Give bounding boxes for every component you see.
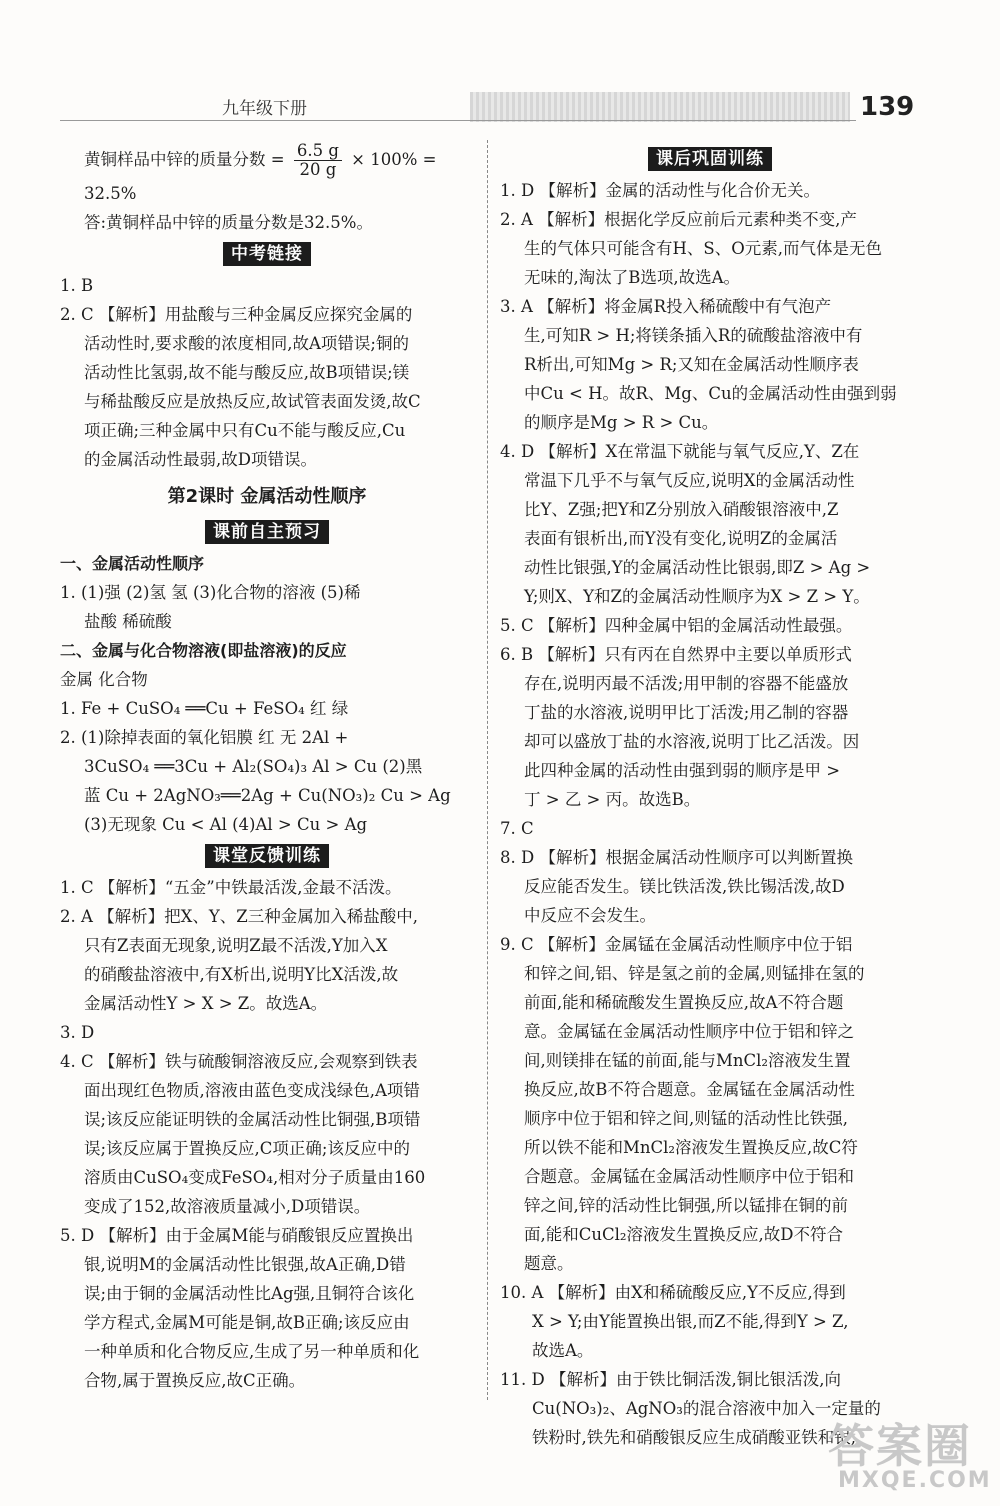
kh-line: 题意。 — [524, 1254, 574, 1273]
kh-line: 丁 > 乙 > 丙。故选B。 — [524, 790, 701, 809]
kh-line: 前面,能和稀硫酸发生置换反应,故A不符合题 — [524, 993, 844, 1012]
watermark-url: MXQE.COM — [838, 1468, 992, 1493]
banner-after-class: 课后巩固训练 — [648, 147, 772, 171]
kt-line: 误;该反应能证明铁的金属活动性比铜强,B项错 — [84, 1110, 421, 1129]
preview-line: 3CuSO₄ ══3Cu + Al₂(SO₄)₃ Al > Cu (2)黑 — [84, 757, 423, 776]
kt-line: 金属活动性Y > X > Z。故选A。 — [84, 994, 328, 1013]
banner-zhongkao: 中考链接 — [223, 242, 311, 266]
kh-line: 丁盐的水溶液,说明甲比丁活泼;用乙制的容器 — [524, 703, 849, 722]
kh-line: 9. C 【解析】金属锰在金属活动性顺序中位于铝 — [500, 935, 853, 954]
kh-line: 8. D 【解析】根据金属活动性顺序可以判断置换 — [500, 848, 853, 867]
calc-prefix: 黄铜样品中锌的质量分数 = — [84, 150, 285, 169]
zk-line: 的金属活动性最弱,故D项错误。 — [84, 450, 317, 469]
kt-line: 误;该反应属于置换反应,C项正确;该反应中的 — [84, 1139, 410, 1158]
kh-line: 比Y、Z强;把Y和Z分别放入硝酸银溶液中,Z — [524, 500, 839, 519]
column-divider — [487, 140, 488, 1400]
section-title: 一、金属活动性顺序 — [60, 554, 205, 573]
kh-line: 和锌之间,铝、锌是氢之前的金属,则锰排在氢的 — [524, 964, 865, 983]
banner-preview: 课前自主预习 — [205, 520, 329, 544]
kh-line: 合题意。金属锰在金属活动性顺序中位于铝和 — [524, 1167, 854, 1186]
answer-line: 答:黄铜样品中锌的质量分数是32.5%。 — [84, 213, 373, 232]
kh-line: 换反应,故B不符合题意。金属锰在金属活动性 — [524, 1080, 855, 1099]
kh-line: 中Cu < H。故R、Mg、Cu的金属活动性由强到弱 — [524, 384, 897, 403]
kt-line: 1. C 【解析】“五金”中铁最活泼,金最不活泼。 — [60, 878, 402, 897]
kt-line: 银,说明M的金属活动性比银强,故A正确,D错 — [84, 1255, 406, 1274]
kh-line: Cu(NO₃)₂、AgNO₃的混合溶液中加入一定量的 — [532, 1399, 881, 1418]
kh-line: 动性比银强,Y的金属活动性比银弱,即Z > Ag > — [524, 558, 871, 577]
kt-line: 合物,属于置换反应,故C正确。 — [84, 1371, 306, 1390]
kh-line: 无味的,淘汰了B选项,故选A。 — [524, 268, 741, 287]
kh-line: Y;则X、Y和Z的金属活动性顺序为X > Z > Y。 — [524, 587, 870, 606]
watermark-logo — [820, 1410, 990, 1500]
kh-line: 6. B 【解析】只有丙在自然界中主要以单质形式 — [500, 645, 852, 664]
kh-line: 5. C 【解析】四种金属中铝的金属活动性最强。 — [500, 616, 853, 635]
kh-line: 10. A 【解析】由X和稀硫酸反应,Y不反应,得到 — [500, 1283, 846, 1302]
kt-line: 面出现红色物质,溶液由蓝色变成浅绿色,A项错 — [84, 1081, 420, 1100]
zk-line: 活动性时,要求酸的浓度相同,故A项错误;铜的 — [84, 334, 409, 353]
kt-line: 4. C 【解析】铁与硫酸铜溶液反应,会观察到铁表 — [60, 1052, 418, 1071]
left-column — [60, 142, 474, 1395]
watermark-text: 答案圈 — [828, 1419, 972, 1473]
preview-line: 1. (1)强 (2)氢 氢 (3)化合物的溶液 (5)稀 — [60, 583, 361, 602]
page-header — [0, 0, 1000, 130]
preview-line: 蓝 Cu + 2AgNO₃══2Ag + Cu(NO₃)₂ Cu > Ag — [84, 786, 451, 805]
kh-line: 4. D 【解析】X在常温下就能与氧气反应,Y、Z在 — [500, 442, 860, 461]
zk-line: 2. C 【解析】用盐酸与三种金属反应探究金属的 — [60, 305, 413, 324]
kh-line: 存在,说明丙最不活泼;用甲制的容器不能盛放 — [524, 674, 849, 693]
kh-line: 2. A 【解析】根据化学反应前后元素种类不变,产 — [500, 210, 857, 229]
calc-line — [60, 142, 474, 179]
header-rule — [60, 120, 910, 121]
kh-line: 反应能否发生。镁比铁活泼,铁比锡活泼,故D — [524, 877, 845, 896]
kt-line: 的硝酸盐溶液中,有X析出,说明Y比X活泼,故 — [84, 965, 399, 984]
kh-line: 间,则镁排在锰的前面,能与MnCl₂溶液发生置 — [524, 1051, 851, 1070]
header-title: 九年级下册 — [222, 99, 307, 119]
section-title: 二、金属与化合物溶液(即盐溶液)的反应 — [60, 641, 347, 660]
kh-line: R析出,可知Mg > R;又知在金属活动性顺序表 — [524, 355, 859, 374]
kt-line: 5. D 【解析】由于金属M能与硝酸银反应置换出 — [60, 1226, 414, 1245]
kt-line: 变成了152,故溶液质量减小,D项错误。 — [84, 1197, 371, 1216]
kh-line: X > Y;由Y能置换出银,而Z不能,得到Y > Z, — [532, 1312, 849, 1331]
kh-line: 的顺序是Mg > R > Cu。 — [524, 413, 719, 432]
kh-line: 顺序中位于铝和锌之间,则锰的活动性比铁强, — [524, 1109, 848, 1128]
fraction-numerator: 6.5 g — [294, 142, 342, 161]
preview-line: 2. (1)除掉表面的氧化铝膜 红 无 2Al + — [60, 728, 349, 747]
kh-line: 常温下几乎不与氧气反应,说明X的金属活动性 — [524, 471, 855, 490]
kh-line: 却可以盛放丁盐的水溶液,说明丁比乙活泼。因 — [524, 732, 860, 751]
kt-line: 2. A 【解析】把X、Y、Z三种金属加入稀盐酸中, — [60, 907, 418, 926]
preview-line: (3)无现象 Cu < Al (4)Al > Cu > Ag — [84, 815, 368, 834]
kh-line: 面,能和CuCl₂溶液发生置换反应,故D不符合 — [524, 1225, 843, 1244]
fraction — [294, 142, 342, 179]
fraction-denominator: 20 g — [299, 160, 337, 179]
kh-line: 此四种金属的活动性由强到弱的顺序是甲 > — [524, 761, 841, 780]
zk-line: 与稀盐酸反应是放热反应,故试管表面发烫,故C — [84, 392, 421, 411]
kh-line: 锌之间,锌的活动性比铜强,所以锰排在铜的前 — [524, 1196, 848, 1215]
kh-line: 1. D 【解析】金属的活动性与化合价无关。 — [500, 181, 820, 200]
lesson-title: 第2课时 金属活动性顺序 — [167, 486, 367, 507]
kt-line: 3. D — [60, 1023, 95, 1042]
page-number: 139 — [856, 92, 918, 122]
calc-result: 32.5% — [84, 184, 137, 203]
zk-line: 活动性比氢弱,故不能与酸反应,故B项错误;镁 — [84, 363, 410, 382]
kh-line: 铁粉时,铁先和硝酸银反应生成硝酸亚铁和银, — [532, 1428, 856, 1447]
calc-suffix: × 100% = — [351, 150, 437, 169]
kh-line: 生,可知R > H;将镁条插入R的硫酸盐溶液中有 — [524, 326, 863, 345]
kh-line: 7. C — [500, 819, 534, 838]
kh-line: 11. D 【解析】由于铁比铜活泼,铜比银活泼,向 — [500, 1370, 841, 1389]
kt-line: 一种单质和化合物反应,生成了另一种单质和化 — [84, 1342, 420, 1361]
kh-line: 表面有银析出,而Y没有变化,说明Z的金属活 — [524, 529, 838, 548]
kt-line: 溶质由CuSO₄变成FeSO₄,相对分子质量由160 — [84, 1168, 426, 1187]
zk-line: 项正确;三种金属中只有Cu不能与酸反应,Cu — [84, 421, 406, 440]
kh-line: 生的气体只可能含有H、S、O元素,而气体是无色 — [524, 239, 882, 258]
right-column — [500, 142, 920, 1452]
kt-line: 误;由于铜的金属活动性比Ag强,且铜符合该化 — [84, 1284, 415, 1303]
kt-line: 只有Z表面无现象,说明Z最不活泼,Y加入X — [84, 936, 388, 955]
preview-line: 盐酸 稀硫酸 — [84, 612, 172, 631]
header-decor-band — [470, 92, 850, 122]
kh-line: 所以铁不能和MnCl₂溶液发生置换反应,故C符 — [524, 1138, 858, 1157]
preview-line: 1. Fe + CuSO₄ ══Cu + FeSO₄ 红 绿 — [60, 699, 349, 718]
preview-line: 金属 化合物 — [60, 670, 148, 689]
kh-line: 故选A。 — [532, 1341, 594, 1360]
zk-line: 1. B — [60, 276, 94, 295]
kh-line: 中反应不会发生。 — [524, 906, 656, 925]
kt-line: 学方程式,金属M可能是铜,故B正确;该反应由 — [84, 1313, 410, 1332]
kh-line: 3. A 【解析】将金属R投入稀硫酸中有气泡产 — [500, 297, 832, 316]
banner-classroom: 课堂反馈训练 — [205, 844, 329, 868]
kh-line: 意。金属锰在金属活动性顺序中位于铝和锌之 — [524, 1022, 854, 1041]
